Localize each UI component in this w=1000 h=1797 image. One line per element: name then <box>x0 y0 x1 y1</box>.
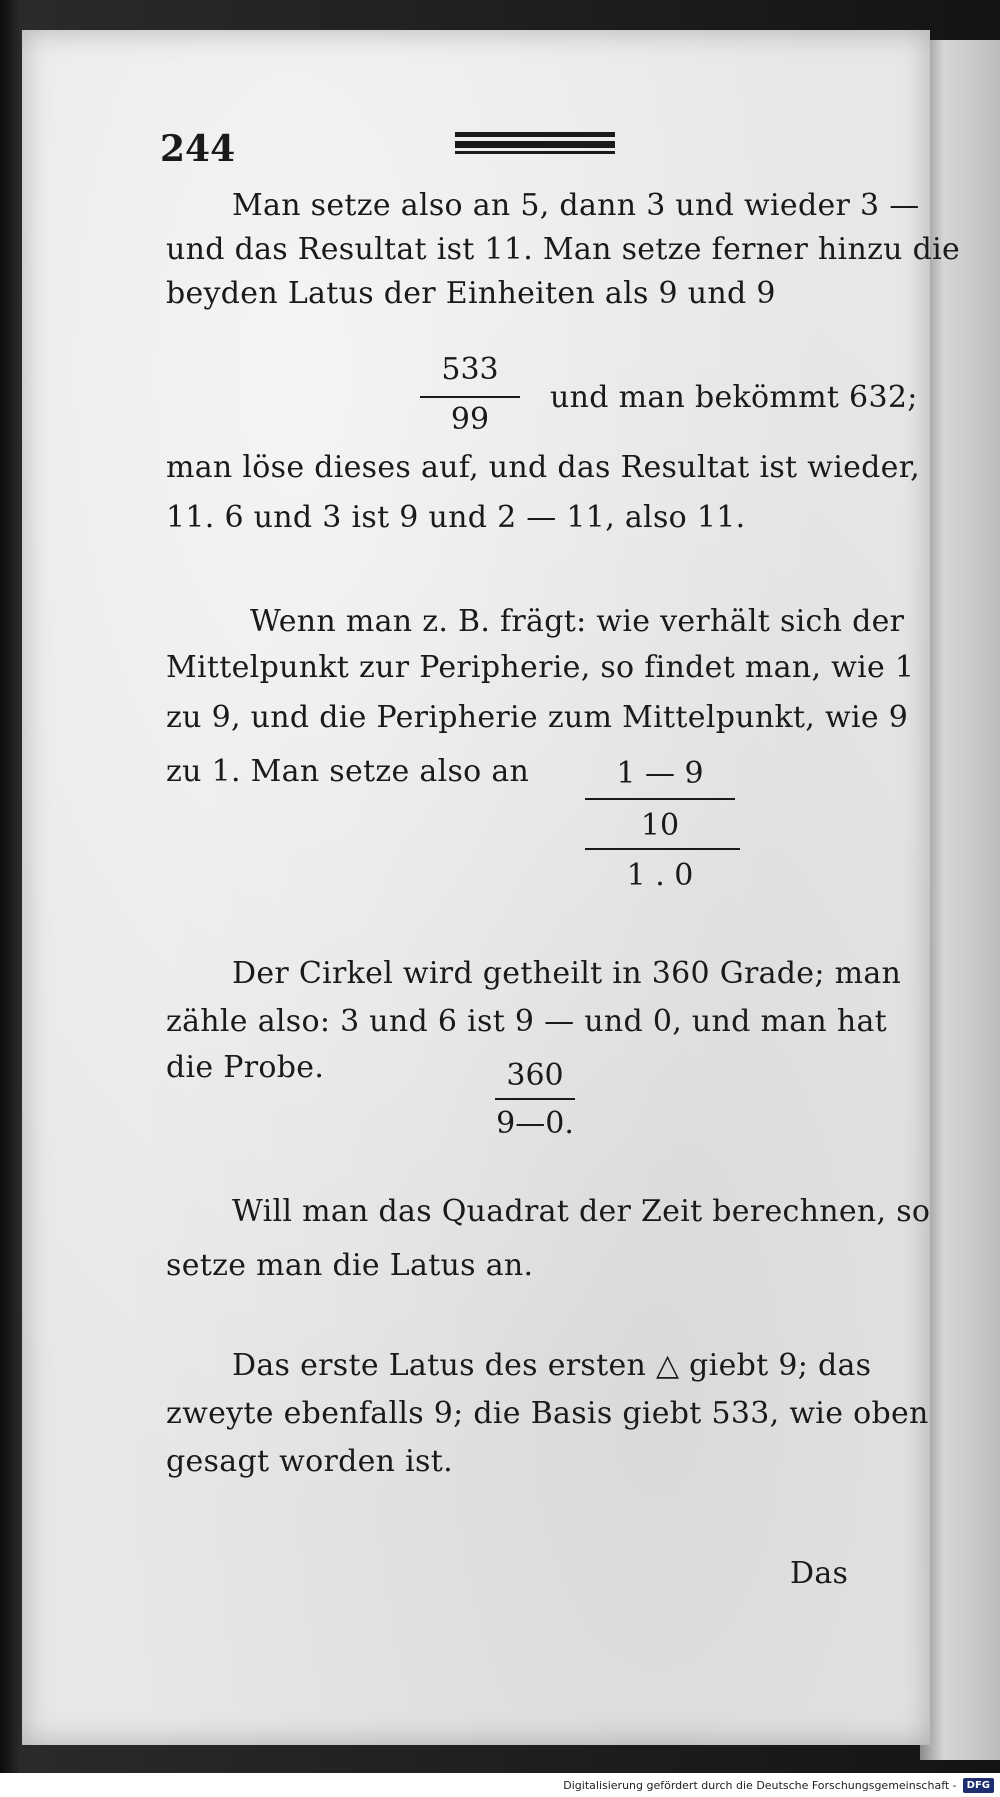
fraction-bar <box>585 798 735 800</box>
page-number: 244 <box>160 128 236 170</box>
text-line: man löse dieses auf, und das Resultat ist wieder, <box>166 450 920 485</box>
text-line: und das Resultat ist 11. Man setze ferner hinzu die <box>166 232 961 267</box>
text-line: Will man das Quadrat der Zeit berechnen, so <box>232 1194 931 1229</box>
text-line: setze man die Latus an. <box>166 1248 534 1283</box>
text-line: und man bekömmt 632; <box>550 380 918 415</box>
fraction-middle: 10 <box>640 808 680 843</box>
fraction-numerator: 1 — 9 <box>616 756 704 791</box>
fraction-denominator: 99 <box>450 402 490 437</box>
text-line: Das erste Latus des ersten △ giebt 9; das <box>232 1348 872 1383</box>
footer-credit: Digitalisierung gefördert durch die Deutsche Forschungsgemeinschaft - <box>563 1778 957 1792</box>
text-line: gesagt worden ist. <box>166 1444 453 1479</box>
text-line: Mittelpunkt zur Peripherie, so findet man, wie 1 <box>166 650 915 685</box>
text-line: die Probe. <box>166 1050 325 1085</box>
text-line: zu 1. Man setze also an <box>166 754 530 789</box>
text-line: beyden Latus der Einheiten als 9 und 9 <box>166 276 776 311</box>
catchword: Das <box>790 1556 849 1591</box>
ornament-rule <box>455 132 615 154</box>
fraction-bar <box>420 396 520 398</box>
footer-bar <box>0 1773 1000 1797</box>
fraction-bar <box>495 1098 575 1100</box>
text-line: Der Cirkel wird getheilt in 360 Grade; man <box>232 956 902 991</box>
text-line: zweyte ebenfalls 9; die Basis giebt 533, wie oben <box>166 1396 929 1431</box>
fraction-bar <box>585 848 740 850</box>
adjacent-page-edge <box>920 40 1000 1760</box>
fraction-denominator: 1 . 0 <box>626 858 694 893</box>
text-line: 11. 6 und 3 ist 9 und 2 — 11, also 11. <box>166 500 746 535</box>
text-line: Wenn man z. B. frägt: wie verhält sich der <box>250 604 905 639</box>
text-line: zu 9, und die Peripherie zum Mittelpunkt, wie 9 <box>166 700 909 735</box>
text-line: Man setze also an 5, dann 3 und wieder 3 — <box>232 188 920 223</box>
fraction-denominator: 9—0. <box>496 1106 574 1141</box>
fraction-numerator: 533 <box>441 352 499 387</box>
text-line: zähle also: 3 und 6 ist 9 — und 0, und man hat <box>166 1004 888 1039</box>
fraction-numerator: 360 <box>506 1058 564 1093</box>
dfg-logo-icon: DFG <box>963 1778 994 1793</box>
